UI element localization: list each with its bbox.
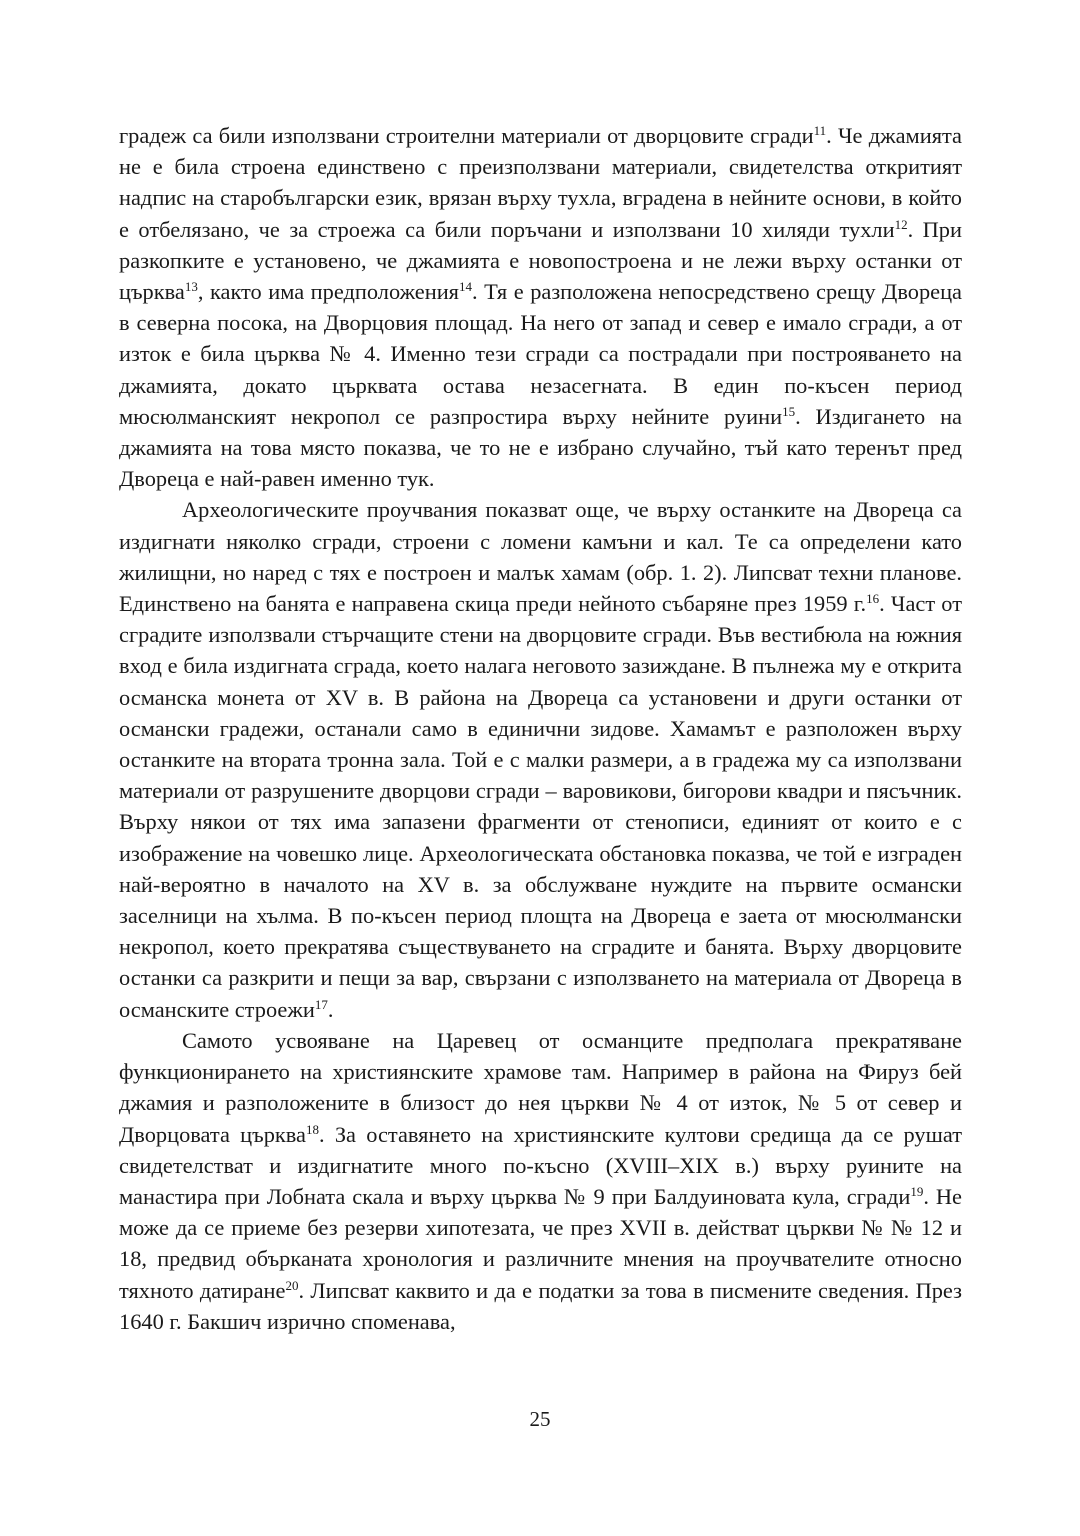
text-run: . Липсват каквито и да е податки за това в писмените сведения. През 1640 г. Бакшич изрично споменава, bbox=[119, 1277, 962, 1334]
footnote-ref: 16 bbox=[866, 591, 880, 607]
footnote-ref: 19 bbox=[910, 1183, 924, 1199]
footnote-ref: 20 bbox=[285, 1277, 299, 1293]
text-run: . За оставянето на християнските култови средища да се рушат свидетелстват и издигнатите много по-късно (XVIII–XIX в.) върху руините на манастира при Лобната скала и върху църква № 9 при Балдуиновата кула, сгради bbox=[119, 1121, 962, 1209]
text-run: . При разкопките е установено, че джамията е новопостроена и не лежи върху останки от църква bbox=[119, 216, 962, 305]
text-run: , както има предположения bbox=[197, 279, 459, 305]
text-run: . Издигането на джамията на това място показва, че то не е избрано случайно, тъй като теренът пред Двореца е най-равен именно тук. bbox=[119, 403, 962, 492]
paragraph bbox=[119, 120, 962, 494]
page-number: 25 bbox=[529, 1407, 551, 1431]
paragraph bbox=[119, 494, 962, 1024]
page-body bbox=[119, 120, 962, 1337]
footnote-ref: 12 bbox=[894, 216, 908, 232]
text-run: . Тя е разположена непосредствено срещу Двореца в северна посока, на Дворцовия площад. На него от запад и север е имало сгради, а от изток е била църква № 4. Именно тези сгради са пострадали при построяването на джамията, докато църквата остава незасегната. В един по-късен период мюсюлманският некропол се разпростира върху нейните руини bbox=[119, 279, 962, 429]
footnote-ref: 11 bbox=[813, 123, 827, 138]
paragraph bbox=[119, 1025, 962, 1337]
text-run: . Че джамията не е била строена единствено с преизползвани материали, свидетелства откритият надпис на старобългарски език, врязан върху тухла, вградена в нейните основи, в който е отбелязано, че за строежа са били поръчани и използвани 10 хиляди тухли bbox=[119, 123, 962, 242]
footnote-ref: 18 bbox=[305, 1121, 319, 1137]
footnote-ref: 15 bbox=[782, 403, 796, 419]
text-run: . bbox=[327, 996, 334, 1022]
text-run: . Не може да се приеме без резерви хипотезата, че през XVII в. действат църкви № № 12 и 18, предвид обърканата хронология и различните мнения на проучвателите относно тяхното датиране bbox=[119, 1183, 962, 1303]
footnote-ref: 17 bbox=[314, 996, 328, 1012]
text-run: . Част от сградите използвали стърчащите стени на дворцовите сгради. Във вестибюла на южния вход е била издигната сграда, което налага неговото зазиждане. В пълнежа му е открита османска монета от XV в. В района на Двореца са установени и други останки от османски градежи, останали само в единични зидове. Хамамът е разположен върху останките на втората тронна зала. Той е с малки размери, а в градежа му са използвани материали от разрушените дворцови сгради – варовикови, бигорови квадри и пясъчник. Върху някои от тях има запазени фрагменти от стенописи, единият от които е с изображение на човешко лице. Археологическата обстановка показва, че той е изграден най-вероятно в началото на XV в. за обслужване нуждите на първите османски заселници на хълма. В по-късен период площта на Двореца е заета от мюсюлмански некропол, което прекратява съществуването на сградите и банята. Върху дворцовите останки са разкрити и пещи за вар, свързани с използването на материала от Двореца в османските строежи bbox=[119, 591, 962, 1022]
footnote-ref: 14 bbox=[458, 279, 472, 295]
text-run: Археологическите проучвания показват още, че върху останките на Двореца са издигнати няколко сгради, строени с ломени камъни и кал. Те са определени като жилищни, но наред с тях е построен и малък хамам (обр. 1. 2). Липсват техни планове. Единствено на банята е направена скица преди нейното събаряне през 1959 г. bbox=[119, 497, 962, 617]
text-run: Самото усвояване на Царевец от османците предполага прекратяване функционирането на християнските храмове там. Например в района на Фируз бей джамия и разположените в близост до нея църкви № 4 от изток, № 5 от север и Дворцовата църква bbox=[119, 1027, 962, 1147]
footnote-ref: 13 bbox=[184, 279, 198, 295]
text-run: градеж са били използвани строителни материали от дворцовите сгради bbox=[119, 123, 814, 148]
